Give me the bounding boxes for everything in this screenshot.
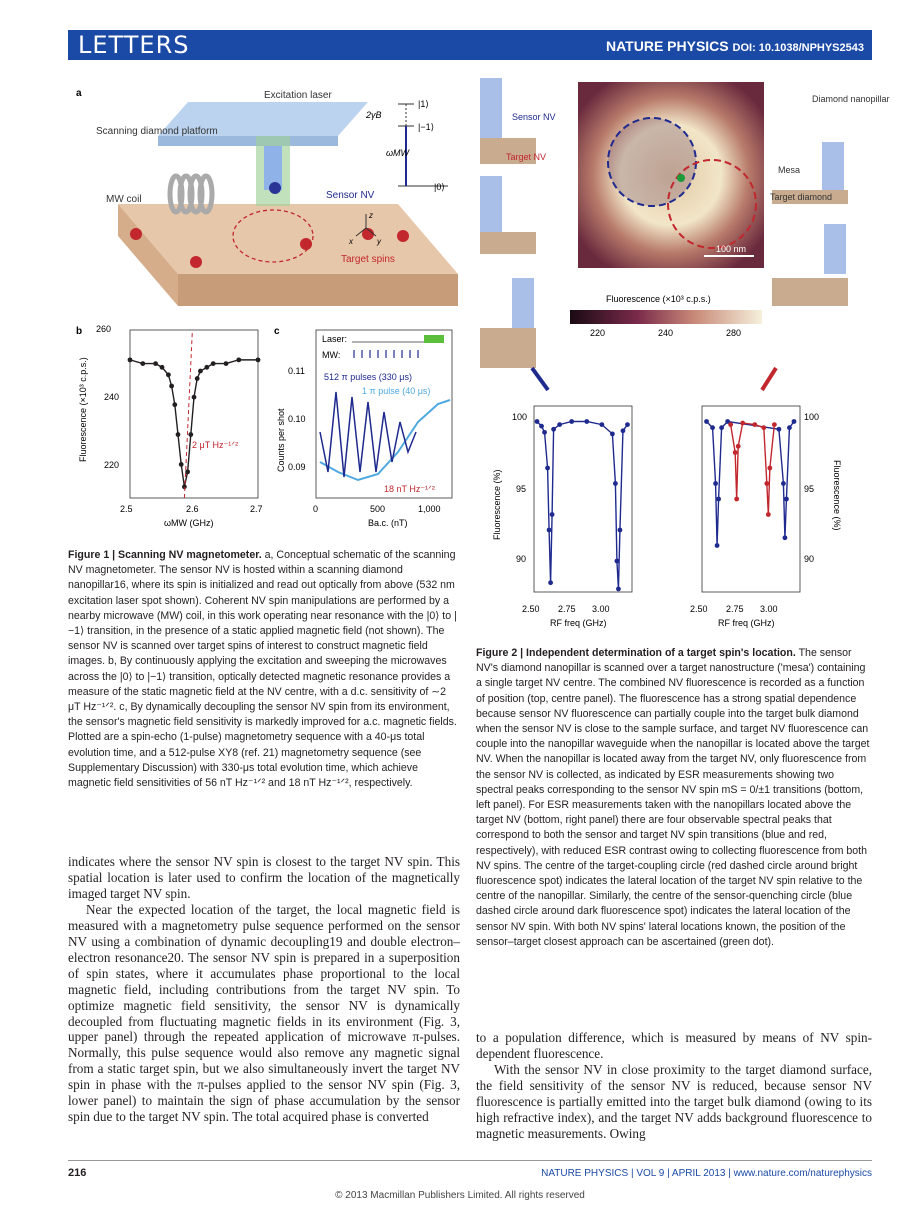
data-point [772, 422, 777, 427]
fig2-caption-body: The sensor NV's diamond nanopillar is scanned over a target nanostructure ('mesa') containing a single target NV centre. The combined NV fluorescence is recorded as a function of position (top, centre panel). The fluorescence has a strong spatial dependence because sensor NV fluorescence can partially couple into the target bulk diamond when the sensor NV is close to the sample surface, and target NV fluorescence can couple into the nanopillar waveguide when the nanopillar is located above the target NV. When the nanopillar is located away from the target NV, only fluorescence from the sensor NV is collected, as indicated by ESR measurements showing two spectral peaks corresponding to the sensor NV spin mS = 0/±1 transitions (bottom, left panel). For ESR measurements taken with the nanopillars located above the target NV (bottom, right panel) there are four observable spectral peaks that correspond to both the sensor and target NV spin transitions (blue and red, respectively), with reduced ESR contrast owing to collecting fluorescence from both NV spins. The centre of the target-coupling circle (red dashed circle around bright fluorescence spot) indicates the lateral location of the target NV spin relative to the centre of the nanopillar. Similarly, the centre of the sensor-quenching circle (blue dashed circle around dark fluorescence spot) indicates the lateral location of the sensor NV spin. With both NV spins' lateral locations known, the position of the sensor–target closest approach can be ascertained (green dot). [476, 647, 870, 948]
ytick: 100 [512, 412, 528, 422]
data-point [621, 428, 626, 433]
data-point [140, 361, 145, 366]
data-point [204, 365, 209, 370]
ytick: 0.10 [288, 414, 306, 424]
data-point [551, 427, 556, 432]
data-point [781, 481, 786, 486]
data-point [547, 528, 552, 533]
label-excitation-laser: Excitation laser [264, 90, 332, 101]
data-point [710, 425, 715, 430]
data-point [784, 497, 789, 502]
paragraph: to a population difference, which is measured by means of NV spin-dependent fluorescence. [476, 1030, 872, 1061]
data-point [618, 528, 623, 533]
fig1-panel-a [68, 84, 468, 314]
label-sensor-nv: Sensor NV [512, 112, 556, 122]
mw-pulse-train [354, 350, 418, 358]
data-point [625, 422, 630, 427]
ylabel: Fluorescence (×10³ c.p.s.) [78, 357, 88, 462]
data-point [736, 444, 741, 449]
data-point [776, 427, 781, 432]
xtick: 2.50 [522, 604, 540, 614]
sensor-nv-dot [269, 182, 281, 194]
data-point [557, 422, 562, 427]
data-point [613, 481, 618, 486]
paragraph: Near the expected location of the target, the local magnetic field is measured with a magnetometry pulse sequence performed on the sensor NV using a combination of dynamic decoupling19 and double electron–electron resonance20. The sensor NV spin is prepared in a superposition of spin states, where it accumulates phase proportional to the local magnetic field, including contributions from the target NV spin. To optimize magnetic field sensitivity, the sensor NV is dynamically decoupled from fluctuating magnetic fields in its environment (Fig. 3, upper panel) through the repeated application of microwave π-pulses. Normally, this pulse sequence would also remove any magnetic signal from a static target spin, but we also simultaneously invert the target NV spin in phase with the π-pulses applied to the sensor NV spin (Fig. 3, lower panel) to maintain the sign of phase accumulation by the sensor spin due to the target NV spin. The total acquired phase is converted [68, 901, 460, 1125]
xtick: 1,000 [418, 504, 441, 514]
copyright: © 2013 Macmillan Publishers Limited. All rights reserved [335, 1190, 585, 1201]
scale-bar-label: 100 nm [716, 244, 747, 254]
data-point [172, 402, 177, 407]
series-line [707, 422, 794, 546]
colorbar-tick: 240 [658, 328, 674, 338]
laser-label: Laser: [322, 334, 348, 344]
journal-name: NATURE PHYSICS [605, 38, 729, 54]
data-point [176, 432, 181, 437]
data-point [166, 372, 171, 377]
label-omega-mw: ωMW [386, 148, 410, 158]
label-mw-coil: MW coil [106, 194, 142, 205]
xtick: 2.75 [726, 604, 744, 614]
data-point [545, 466, 550, 471]
data-point [584, 419, 589, 424]
right-body [476, 1030, 872, 1142]
colorbar-label: Fluorescence (×10³ c.p.s.) [606, 294, 711, 304]
label-state-0: |0⟩ [434, 182, 445, 192]
data-point [211, 361, 216, 366]
fig1-caption-body: a, Conceptual schematic of the scanning NV magnetometer. The sensor NV is hosted within a scanning diamond nanopillar16, where its spin is initialized and read out optically from above (532 nm excitation laser spot shown). Coherent NV spin manipulations are performed by a nearby microwave (MW) coil, in this work operating near resonance with the |0⟩ to |−1⟩ transition, in the presence of a static applied magnetic field (not shown). The sensor NV is scanned over target spins of interest to construct magnetic field images. b, By continuously applying the excitation and sweeping the microwaves across the |0⟩ to |−1⟩ transition, optically detected magnetic resonance provides a measure of the static magnetic field at the NV centre, with a d.c. sensitivity of ∼2 μT Hz⁻¹ᐟ². c, By dynamically decoupling the sensor NV spin from its environment, the sensor's magnetic field sensitivity is markedly improved for a.c. magnetic fields. Plotted are a spin-echo (1-pulse) magnetometry sequence with a 40-μs total evolution time, and a 512-pulse XY8 (ref. 21) magnetometry sequence (see Supplementary Discussion) with 330-μs total evolution time, which achieve magnetic field sensitivities of 56 nT Hz⁻¹ᐟ² and 18 nT Hz⁻¹ᐟ², respectively. [68, 549, 457, 790]
xtick: 3.00 [592, 604, 610, 614]
data-point [733, 450, 738, 455]
data-point [179, 462, 184, 467]
footer-journal-info: NATURE PHYSICS | VOL 9 | APRIL 2013 | www.nature.com/naturephysics [541, 1168, 872, 1179]
xtick: 2.50 [690, 604, 708, 614]
data-point [734, 497, 739, 502]
fig1-panel-b-chart [68, 322, 268, 532]
data-point [616, 587, 621, 592]
panel-c-label: c [274, 326, 280, 337]
label-scanning-platform: Scanning diamond platform [96, 126, 218, 137]
label-512: 512 π pulses (330 μs) [324, 372, 412, 382]
data-point [198, 369, 203, 374]
data-point [188, 432, 193, 437]
label-target-diamond: Target diamond [770, 192, 833, 202]
series-line [130, 360, 258, 487]
data-point [550, 512, 555, 517]
data-point [542, 430, 547, 435]
xlabel: Ba.c. (nT) [368, 518, 408, 528]
data-point [535, 419, 540, 424]
xtick: 500 [370, 504, 386, 514]
xlabel-right: RF freq (GHz) [718, 618, 775, 628]
xtick: 0 [313, 504, 319, 514]
annotation-18nt: 18 nT Hz⁻¹ᐟ² [384, 484, 435, 494]
annotation-sensitivity: 2 μT Hz⁻¹ᐟ² [192, 440, 239, 450]
axis-z: z [369, 211, 373, 220]
label-target-spins: Target spins [341, 254, 395, 265]
ylabel-right: Fluorescence (%) [832, 460, 842, 531]
ytick: 100 [804, 412, 820, 422]
left-body [68, 854, 460, 1125]
data-point [767, 466, 772, 471]
fig2-caption [476, 646, 872, 950]
ytick: 95 [516, 484, 527, 494]
xlabel: ωMW (GHz) [164, 518, 214, 528]
series-1pulse [320, 400, 450, 480]
data-point [128, 357, 133, 362]
ytick: 260 [96, 324, 112, 334]
data-point [764, 481, 769, 486]
data-point [548, 580, 553, 585]
xlabel-left: RF freq (GHz) [550, 618, 607, 628]
section-label: LETTERS [78, 31, 190, 59]
xtick: 2.5 [120, 504, 133, 514]
colorbar [570, 310, 762, 324]
sample-side [178, 274, 458, 306]
paragraph: indicates where the sensor NV spin is closest to the target NV spin. This spatial location is later used to confirm the location of the magnetically imaged target NV spin. [68, 854, 460, 901]
paragraph: With the sensor NV in close proximity to the target diamond surface, the field sensitivity of the sensor NV is reduced, because sensor NV fluorescence is partially emitted into the target bulk diamond (owing to its high refractive index), and the target NV adds background fluorescence to magnetic measurements. Owing [476, 1061, 872, 1141]
ytick: 220 [104, 460, 120, 470]
xtick: 2.75 [558, 604, 576, 614]
data-point [224, 361, 229, 366]
arrow-blue [532, 368, 548, 390]
data-point [752, 422, 757, 427]
fig2-caption-title: Figure 2 | Independent determination of a target spin's location. [476, 647, 796, 659]
data-point [728, 422, 733, 427]
page-number: 216 [68, 1167, 87, 1179]
target-spin [300, 238, 312, 250]
colorbar-tick: 220 [590, 328, 606, 338]
data-point [539, 424, 544, 429]
label-diamond-nanopillar: Diamond nanopillar [812, 94, 890, 104]
fig1-caption [68, 548, 460, 791]
data-point [195, 376, 200, 381]
label-state-1: |1⟩ [418, 99, 429, 109]
label-target-nv: Target NV [506, 152, 547, 162]
ytick: 0.09 [288, 462, 306, 472]
closest-approach-dot [677, 174, 685, 182]
label-1: 1 π pulse (40 μs) [362, 386, 431, 396]
data-point [569, 419, 574, 424]
ytick: 90 [804, 554, 815, 564]
data-point [719, 425, 724, 430]
data-point [256, 357, 261, 362]
footer-rule [68, 1160, 872, 1161]
panel-a-label: a [76, 88, 82, 99]
colorbar-tick: 280 [726, 328, 742, 338]
target-spin [190, 256, 202, 268]
ylabel: Counts per shot [276, 408, 286, 472]
data-point [153, 361, 158, 366]
series-line [537, 422, 627, 589]
target-spin [130, 228, 142, 240]
fig2-top [476, 78, 890, 398]
data-point [704, 419, 709, 424]
label-sensor-nv: Sensor NV [326, 190, 375, 201]
label-2gammab: 2γB [366, 110, 382, 120]
data-point [792, 419, 797, 424]
data-point [766, 512, 771, 517]
data-point [599, 422, 604, 427]
series-512pulse [320, 392, 416, 477]
data-point [610, 432, 615, 437]
journal-doi [606, 38, 864, 54]
ytick: 240 [104, 392, 120, 402]
data-point [783, 535, 788, 540]
arrow-red [762, 368, 776, 390]
label-state-m1: |−1⟩ [418, 122, 435, 132]
doi: DOI: 10.1038/NPHYS2543 [732, 42, 864, 54]
ytick: 95 [804, 484, 815, 494]
ylabel-left: Fluorescence (%) [492, 469, 502, 540]
xtick: 3.00 [760, 604, 778, 614]
xtick: 2.7 [250, 504, 263, 514]
data-point [160, 365, 165, 370]
ytick: 90 [516, 554, 527, 564]
axis-y: y [377, 237, 381, 246]
data-point [715, 543, 720, 548]
fig1-panel-c-chart [268, 322, 468, 532]
data-point [615, 559, 620, 564]
fig1-caption-title: Figure 1 | Scanning NV magnetometer. [68, 549, 262, 561]
xtick: 2.6 [186, 504, 199, 514]
fig2-esr-charts [476, 398, 876, 638]
data-point [169, 384, 174, 389]
plot-frame [130, 330, 258, 498]
data-point [787, 425, 792, 430]
data-point [236, 357, 241, 362]
panel-b-label: b [76, 326, 83, 337]
laser-pulse [424, 335, 444, 343]
ytick: 0.11 [288, 366, 305, 376]
data-point [713, 481, 718, 486]
data-point [740, 421, 745, 426]
data-point [192, 395, 197, 400]
axis-x: x [349, 237, 353, 246]
label-mesa: Mesa [778, 165, 801, 175]
data-point [716, 497, 721, 502]
mw-label: MW: [322, 350, 341, 360]
target-spin [397, 230, 409, 242]
data-point [761, 425, 766, 430]
